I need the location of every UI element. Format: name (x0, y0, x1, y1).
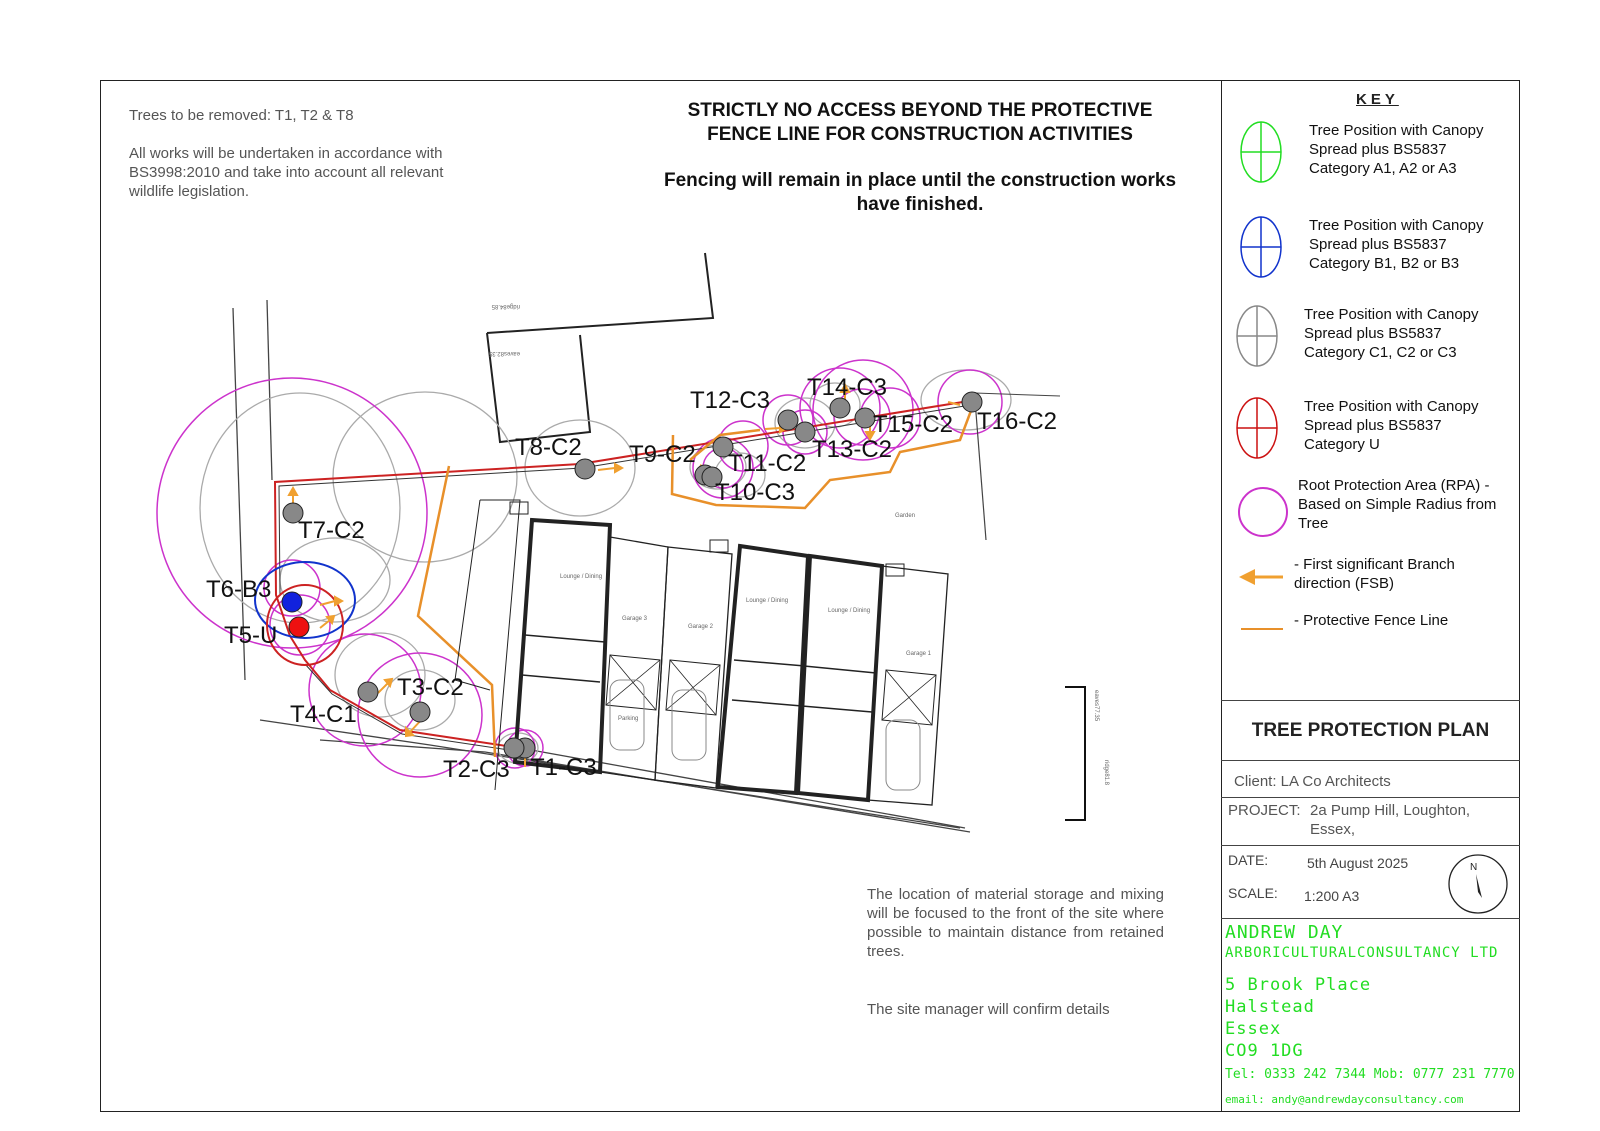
label-t8: T8-C2 (515, 434, 582, 461)
lounge-label-1: Lounge / Dining (560, 574, 603, 580)
parking-label: Parking (618, 716, 639, 722)
title-divider-bottom (1221, 760, 1520, 761)
key-symbol-b (1241, 217, 1281, 277)
tree-t14 (830, 398, 850, 418)
tree-t15 (855, 408, 875, 428)
company-subtitle: ARBORICULTURALCONSULTANCY LTD (1225, 945, 1499, 961)
garage-1-label: Garage 1 (906, 651, 932, 657)
company-address-1: 5 Brook Place (1225, 975, 1372, 995)
company-address-3: Essex (1225, 1019, 1282, 1039)
key-item-b: Tree Position with Canopy Spread plus BS5837 Category B1, B2 or B3 (1309, 217, 1484, 272)
tree-t5 (289, 617, 309, 637)
storage-note: The location of material storage and mixing will be focused to the front of the site where possible to maintain distance from retained trees. (867, 886, 1164, 960)
tree-t12 (778, 410, 798, 430)
tree-t6 (282, 592, 302, 612)
garden-label: Garden (895, 513, 916, 519)
key-item-a: Tree Position with Canopy Spread plus BS5837 Category A1, A2 or A3 (1309, 122, 1484, 177)
key-symbol-u (1237, 398, 1277, 458)
title-divider-top (1221, 700, 1520, 701)
label-t7: T7-C2 (298, 517, 365, 544)
label-t15: T15-C2 (873, 411, 954, 438)
section-bracket (1065, 687, 1085, 820)
label-t12: T12-C3 (690, 387, 771, 414)
scale-label: SCALE: (1228, 885, 1278, 901)
project-value: 2a Pump Hill, Loughton, (1310, 802, 1471, 819)
eaves-label-2: eaves77.35 (1093, 690, 1099, 722)
key-item-fence: - Protective Fence Line (1294, 612, 1449, 629)
tree-t4 (358, 682, 378, 702)
company-email: email: andy@andrewdayconsultancy.com (1225, 1093, 1464, 1106)
label-t16: T16-C2 (977, 408, 1058, 435)
north-arrow-icon (1446, 852, 1510, 916)
key-item-c: Tree Position with Canopy Spread plus BS5837 Category C1, C2 or C3 (1304, 306, 1479, 361)
scale-value: 1:200 A3 (1304, 888, 1360, 904)
garage-2-label: Garage 2 (688, 624, 714, 630)
garage-3-label: Garage 3 (622, 616, 648, 622)
project-divider (1221, 845, 1520, 846)
label-t2: T2-C3 (443, 756, 510, 783)
client-divider (1221, 797, 1520, 798)
ridge-label-2: ridge81.8 (1103, 760, 1109, 786)
key-item-u: Tree Position with Canopy Spread plus BS5837 Category U (1304, 398, 1479, 453)
client-label: Client: LA Co Architects (1234, 773, 1391, 790)
fencing-heading: Fencing will remain in place until the construction works have finished. (663, 170, 1177, 215)
label-t3: T3-C2 (397, 674, 464, 701)
key-symbol-rpa (1239, 488, 1287, 536)
project-label: PROJECT: (1228, 802, 1301, 819)
tree-t8 (575, 459, 595, 479)
lounge-label-2: Lounge / Dining (746, 598, 789, 604)
neighbour-building (487, 253, 713, 442)
label-t11: T11-C2 (728, 450, 807, 477)
label-t4: T4-C1 (290, 701, 357, 728)
ridge-label-1: ridge84.85 (491, 303, 520, 309)
company-address-2: Halstead (1225, 997, 1315, 1017)
scale-divider (1221, 918, 1520, 919)
no-access-heading: STRICTLY NO ACCESS BEYOND THE PROTECTIVE FENCE LINE FOR CONSTRUCTION ACTIVITIES (687, 100, 1153, 145)
key-symbol-fsb (1239, 569, 1283, 585)
site-manager-note: The site manager will confirm details (867, 1001, 1110, 1018)
label-t9: T9-C2 (629, 441, 696, 468)
key-symbol-a (1241, 122, 1281, 182)
label-t6: T6-B3 (206, 576, 272, 603)
label-t5: T5-U (224, 622, 278, 649)
plan-title: TREE PROTECTION PLAN (1251, 720, 1490, 741)
label-t14: T14-C3 (807, 374, 888, 401)
company-name: ANDREW DAY (1225, 922, 1344, 943)
tree-t3 (410, 702, 430, 722)
label-t10: T10-C3 (715, 479, 796, 506)
compliance-note: All works will be undertaken in accordance with BS3998:2010 and take into account all relevant wildlife legislation. (129, 145, 444, 200)
tree-t2 (504, 738, 524, 758)
key-item-fsb: - First significant Branch direction (FSB) (1294, 556, 1455, 592)
date-value: 5th August 2025 (1307, 855, 1409, 871)
key-symbol-c (1237, 306, 1277, 366)
lounge-label-3: Lounge / Dining (828, 608, 871, 614)
svg-text:N: N (1470, 862, 1478, 873)
company-phone: Tel: 0333 242 7344 Mob: 0777 231 7770 (1225, 1067, 1515, 1082)
company-postcode: CO9 1DG (1225, 1041, 1304, 1061)
eaves-label-1: eaves82.35 (488, 350, 520, 356)
key-title: KEY (1356, 91, 1399, 108)
project-value-line2: Essex, (1310, 821, 1356, 838)
removal-note: Trees to be removed: T1, T2 & T8 (129, 107, 354, 124)
date-label: DATE: (1228, 852, 1269, 868)
key-item-rpa: Root Protection Area (RPA) - Based on Simple Radius from Tree (1298, 477, 1497, 532)
label-t13: T13-C2 (812, 436, 893, 463)
label-t1: T1-C3 (530, 754, 597, 781)
